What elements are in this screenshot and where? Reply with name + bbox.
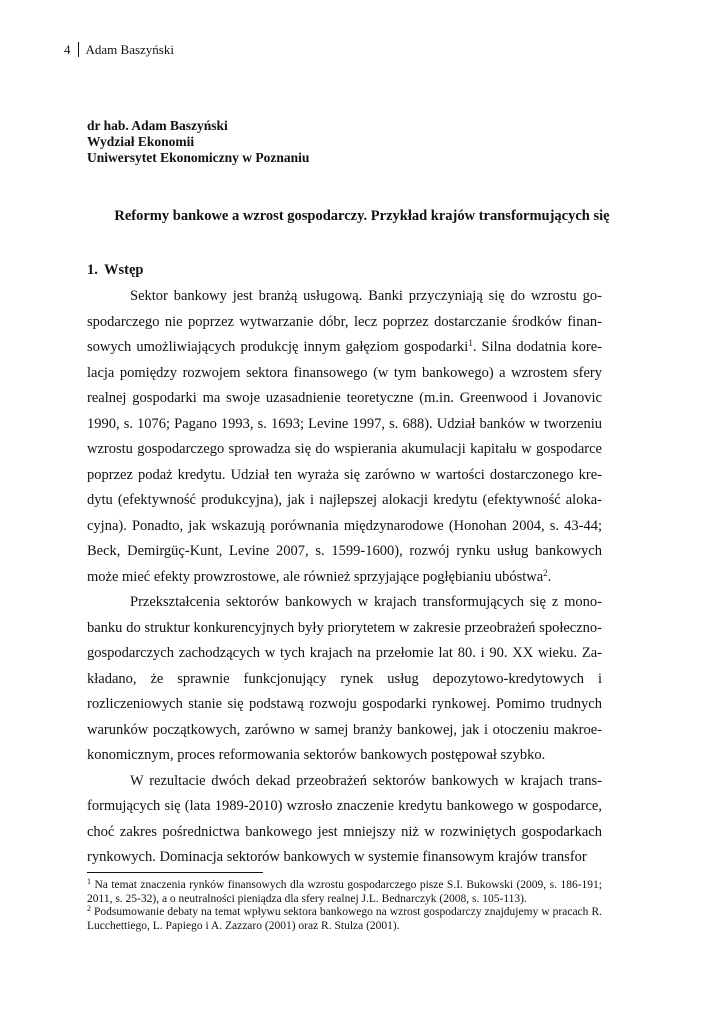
paragraph-1-text-c: .	[547, 568, 552, 585]
paragraph-2: Przekształcenia sektorów bankowych w krajach transformujących się z monobanku do struktur konkurencyjnych były priorytetem w zakresie przeobrażeń społeczno-gospodarczych zachodzących w tych krajach na przełomie lat 80. i 90. XX wieku. Zakładano, że sprawnie funkcjonujący rynek usług depozytowo-kredytowych i rozliczeniowych stanie się podstawą rozwoju gospodarki rynkowej. Pomimo trudnych warunków początkowych, zarówno w samej branży bankowej, jak i otoczeniu makroekonomicznym, proces reformowania sektorów bankowych postępował szybko.	[87, 594, 602, 763]
footnote-2	[87, 906, 602, 933]
author-block	[87, 118, 309, 166]
body-text	[87, 284, 602, 871]
running-header	[64, 42, 174, 58]
section-number: 1.	[87, 262, 98, 278]
footnote-ref-1[interactable]: 1	[468, 338, 473, 348]
author-name: dr hab. Adam Baszyński	[87, 118, 228, 133]
footnotes	[87, 879, 602, 933]
paragraph-1	[87, 284, 602, 590]
page-number: 4	[64, 42, 71, 57]
footnote-1-mark: 1	[87, 877, 91, 886]
section-title: Wstęp	[104, 262, 144, 278]
paragraph-1-text-b: . Silna dodatnia korelacja pomiędzy rozwojem sektora finansowego (w tym bankowego) a wzrostem sfery realnej gospodarki ma swoje uzasadnienie teoretyczne (m.in. Greenwood i Jovanovic 1990, s. 1076; Pagano 1993, s. 1693; Levine 1997, s. 688). Udział banków w tworzeniu wzrostu gospodarczego sprowadza się do wspierania akumulacji kapitału w gospodarce poprzez podaż kredytu. Udział ten wyraża się zarówno w wartości dostarczonego kredytu (efektywność produkcyjna), jak i najlepszej alokacji kredytu (efektywność alokacyjna). Ponadto, jak wskazują porównania międzynarodowe (Honohan 2004, s. 43-44; Beck, Demirgüç-Kunt, Levine 2007, s. 1599-1600), rozwój rynku usług bankowych może mieć efekty prowzrostowe, ale również sprzyjające pogłębianiu ubóstwa	[87, 339, 602, 585]
footnote-2-text: Podsumowanie debaty na temat wpływu sektora bankowego na wzrost gospodarczy znajdujemy w pracach R. Lucchettiego, L. Papiego i A. Zazzaro (2001) oraz R. Stulza (2001).	[87, 906, 602, 932]
paragraph-1-text-a: Sektor bankowy jest branżą usługową. Banki przyczyniają się do wzrostu gospodarczego nie poprzez wytwarzanie dóbr, lecz poprzez dostarczanie środków finansowych umożliwiających produkcję innym gałęziom gospodarki	[87, 288, 602, 355]
paragraph-3: W rezultacie dwóch dekad przeobrażeń sektorów bankowych w krajach transformujących się (lata 1989-2010) wzrosło znaczenie kredytu bankowego w gospodarce, choć zakres pośrednictwa bankowego jest mniejszy niż w rozwiniętych gospodarkach rynkowych. Dominacja sektorów bankowych w systemie finansowym krajów transfor	[87, 772, 602, 865]
footnote-separator	[87, 872, 263, 873]
footnote-1-text: Na temat znaczenia rynków finansowych dla wzrostu gospodarczego pisze S.I. Bukowski (2009, s. 186-191; 2011, s. 25-32), a o neutralności pieniądza dla sfery realnej J.L. Bednarczyk (2008, s. 105-113).	[87, 879, 602, 905]
footnote-ref-2[interactable]: 2	[543, 567, 548, 578]
footnote-2-mark: 2	[87, 904, 91, 913]
author-department: Wydział Ekonomii	[87, 134, 195, 149]
header-separator	[78, 42, 79, 57]
running-author: Adam Baszyński	[85, 42, 174, 57]
section-heading	[87, 262, 143, 279]
footnote-1	[87, 879, 602, 906]
paper-title: Reformy bankowe a wzrost gospodarczy. Przykład krajów transformujących się	[114, 208, 610, 224]
author-university: Uniwersytet Ekonomiczny w Poznaniu	[87, 150, 310, 165]
